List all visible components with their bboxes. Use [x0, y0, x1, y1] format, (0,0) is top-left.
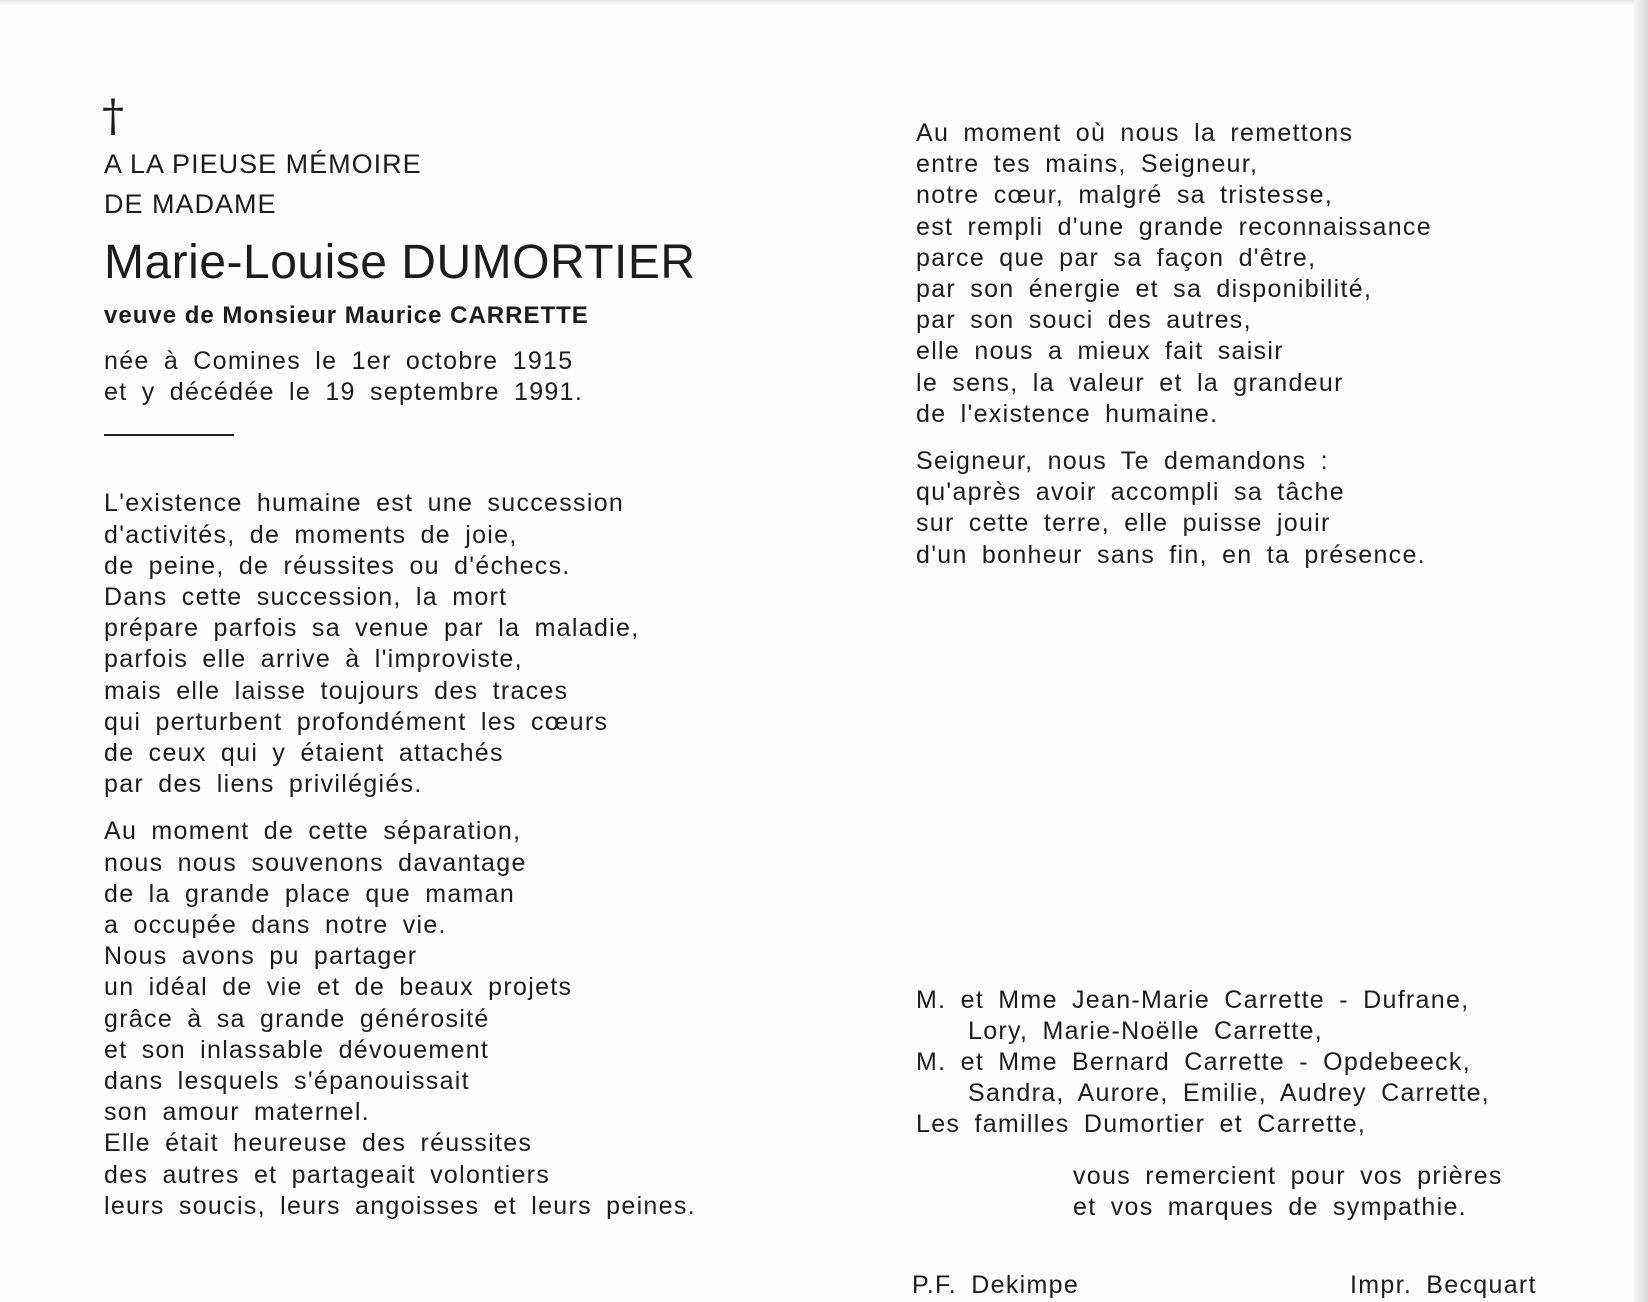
text-line: entre tes mains, Seigneur, — [916, 150, 1259, 179]
text-line: elle nous a mieux fait saisir — [916, 337, 1284, 366]
text-line: par son énergie et sa disponibilité, — [916, 275, 1373, 304]
text-line: d'un bonheur sans fin, en ta présence. — [916, 540, 1426, 569]
divider-rule — [104, 434, 234, 436]
dates-block — [104, 346, 804, 408]
family-line: M. et Mme Jean-Marie Carrette - Dufrane, — [916, 986, 1470, 1014]
text-line: et son inlassable dévouement — [104, 1035, 490, 1064]
text-line: nous nous souvenons davantage — [104, 848, 527, 877]
widow-of-line: veuve de Monsieur Maurice CARRETTE — [104, 302, 589, 329]
text-line: de ceux qui y étaient attachés — [104, 739, 504, 768]
text-line: par des liens privilégiés. — [104, 770, 423, 799]
text-line: Dans cette succession, la mort — [104, 583, 508, 612]
text-line: Elle était heureuse des réussites — [104, 1129, 533, 1158]
paper-top-edge — [0, 0, 1648, 6]
memorial-line-2: DE MADAME — [104, 189, 277, 219]
text-line: un idéal de vie et de beaux projets — [104, 973, 573, 1002]
text-line: a occupée dans notre vie. — [104, 911, 447, 940]
birth-line: née à Comines le 1er octobre 1915 — [104, 347, 574, 375]
text-line: parce que par sa façon d'être, — [916, 243, 1317, 272]
text-line: mais elle laisse toujours des traces — [104, 676, 569, 705]
deceased-name: Marie-Louise DUMORTIER — [104, 236, 696, 289]
text-line: sur cette terre, elle puisse jouir — [916, 509, 1331, 538]
death-line: et y décédée le 19 septembre 1991. — [104, 378, 584, 407]
right-paragraph-2 — [916, 446, 1556, 571]
text-line: le sens, la valeur et la grandeur — [916, 368, 1344, 397]
funeral-home-credit: P.F. Dekimpe — [912, 1271, 1080, 1299]
left-column — [104, 90, 804, 1238]
text-line: leurs soucis, leurs angoisses et leurs peines. — [104, 1191, 696, 1220]
text-line: est rempli d'une grande reconnaissance — [916, 212, 1432, 241]
paper-right-edge — [1634, 0, 1648, 1302]
text-line: notre cœur, malgré sa tristesse, — [916, 181, 1334, 210]
text-line: par son souci des autres, — [916, 306, 1252, 335]
printer-credit: Impr. Becquart — [1350, 1271, 1537, 1299]
text-line: qu'après avoir accompli sa tâche — [916, 478, 1345, 507]
text-line: parfois elle arrive à l'improviste, — [104, 645, 523, 674]
text-line: des autres et partageait volontiers — [104, 1160, 551, 1189]
thanks-line: et vos marques de sympathie. — [1073, 1193, 1467, 1222]
text-line: son amour maternel. — [104, 1098, 370, 1127]
text-line: de l'existence humaine. — [916, 399, 1219, 428]
thanks-block — [1073, 1161, 1593, 1223]
text-line: Nous avons pu partager — [104, 942, 418, 971]
left-paragraph-2 — [104, 816, 804, 1222]
family-line: M. et Mme Bernard Carrette - Opdebeeck, — [916, 1048, 1471, 1076]
family-line: Sandra, Aurore, Emilie, Audrey Carrette, — [968, 1079, 1491, 1107]
family-list — [916, 985, 1576, 1140]
cross-icon: † — [102, 91, 124, 142]
text-line: de la grande place que maman — [104, 879, 516, 908]
text-line: grâce à sa grande générosité — [104, 1004, 490, 1033]
text-line: dans lesquels s'épanouissait — [104, 1067, 470, 1096]
text-line: d'activités, de moments de joie, — [104, 520, 518, 549]
text-line: L'existence humaine est une succession — [104, 489, 625, 518]
text-line: de peine, de réussites ou d'échecs. — [104, 551, 571, 580]
right-paragraph-1 — [916, 118, 1556, 430]
thanks-line: vous remercient pour vos prières — [1073, 1162, 1503, 1190]
text-line: prépare parfois sa venue par la maladie, — [104, 614, 640, 643]
text-line: qui perturbent profondément les cœurs — [104, 707, 609, 736]
text-line: Au moment de cette séparation, — [104, 817, 522, 846]
family-line: Lory, Marie-Noëlle Carrette, — [968, 1017, 1323, 1045]
text-line: Au moment où nous la remettons — [916, 119, 1354, 147]
family-line: Les familles Dumortier et Carrette, — [916, 1110, 1367, 1138]
left-paragraph-1 — [104, 488, 804, 800]
text-line: Seigneur, nous Te demandons : — [916, 447, 1329, 476]
memorial-line-1: A LA PIEUSE MÉMOIRE — [104, 149, 422, 179]
right-column — [916, 118, 1556, 587]
